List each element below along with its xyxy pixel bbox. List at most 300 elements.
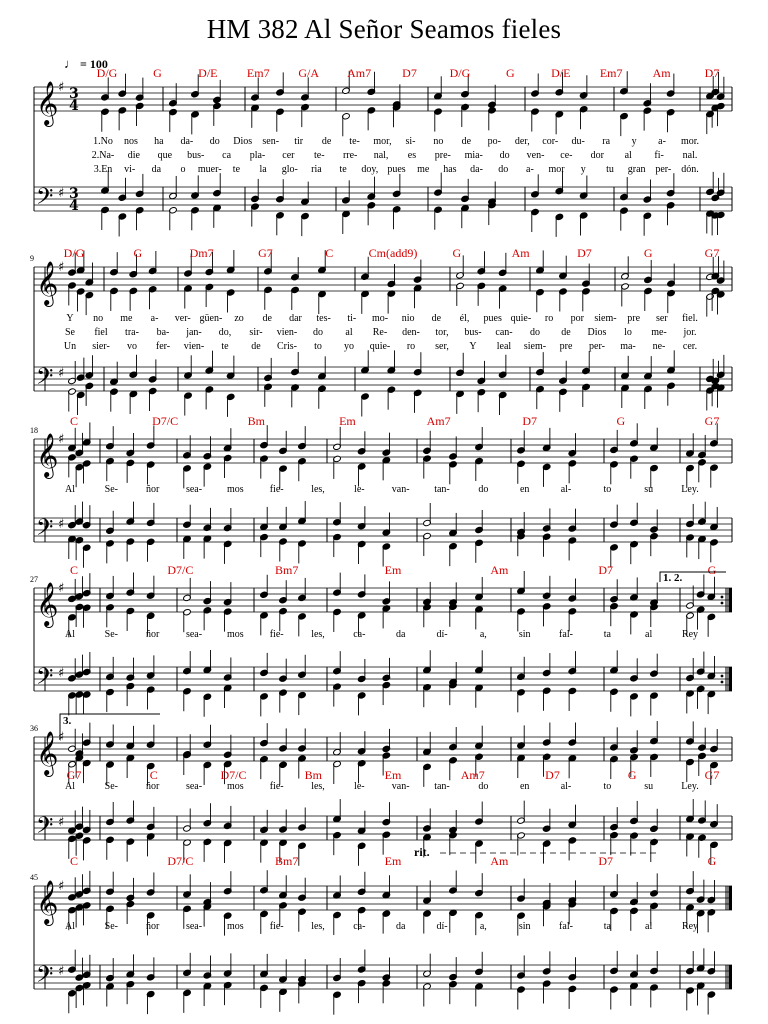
lyric-syllable: pla- [249, 150, 266, 161]
quarter-note-icon: ♩ [64, 56, 77, 71]
volta-label: 3. [63, 715, 72, 727]
lyric-syllable: dor [590, 150, 604, 161]
treble-clef-icon: 𝄞 [36, 731, 59, 775]
chord-symbol: G7 [258, 246, 273, 260]
key-signature-sharp-icon: ♯ [58, 581, 65, 596]
ritardando-marking: rit. [414, 845, 430, 859]
lyric-syllable: Se- [104, 629, 119, 640]
chord-symbol: D7 [598, 563, 614, 577]
chord-symbol: D7 [402, 66, 417, 80]
lyric-syllable: Cris- [277, 341, 297, 352]
lyric-syllable: sea- [185, 484, 203, 495]
lyric-syllable: de [251, 341, 261, 352]
lyric-syllable: a- [526, 164, 534, 175]
lyric-syllable: él, [459, 313, 470, 324]
volta-label: 1. 2. [663, 572, 683, 584]
lyric-syllable: cer [282, 150, 295, 161]
system-4 [30, 563, 732, 717]
lyric-syllable: Dios [233, 136, 253, 147]
lyric-syllable: bus- [187, 150, 205, 161]
chord-symbol: G [505, 66, 515, 80]
chord-symbol: G [707, 563, 717, 577]
chord-symbol: C [325, 246, 334, 260]
lyric-syllable: Se- [104, 921, 119, 932]
lyric-syllable: per- [655, 164, 672, 175]
lyric-syllable: ñor [145, 781, 160, 792]
chord-symbol: D7/C [167, 854, 194, 868]
lyric-syllable: de [561, 327, 571, 338]
lyric-syllable: sin [518, 921, 531, 932]
chord-symbol: Em [384, 563, 402, 577]
repeat-dot [721, 602, 724, 605]
lyric-syllable: cor- [542, 136, 559, 147]
lyric-syllable: do [499, 150, 510, 161]
lyric-syllable: en [519, 484, 530, 495]
lyric-syllable: mor. [680, 136, 700, 147]
lyric-syllable: tra- [125, 327, 139, 338]
key-signature-sharp-icon: ♯ [58, 366, 65, 381]
chord-symbol: D7/C [152, 414, 179, 428]
lyric-syllable: can- [495, 327, 513, 338]
lyric-syllable: muer- [197, 164, 222, 175]
lyric-syllable: ca- [353, 921, 366, 932]
chord-symbol: Em [384, 768, 402, 782]
lyric-syllable: Ley. [681, 484, 699, 495]
lyric-syllable: vien- [276, 327, 298, 338]
lyric-syllable: rre- [342, 150, 358, 161]
lyric-syllable: ven- [526, 150, 545, 161]
lyric-syllable: van- [391, 484, 410, 495]
chord-symbol: C [69, 414, 79, 428]
lyric-syllable: la [259, 164, 267, 175]
lyric-syllable: Ley. [681, 781, 699, 792]
lyric-syllable: do [209, 136, 220, 147]
lyric-syllable: ce- [560, 150, 573, 161]
system-2 [30, 246, 732, 417]
time-signature-numerator: 3 [69, 86, 79, 102]
lyric-syllable: per- [589, 341, 605, 352]
final-bar-line [729, 588, 732, 612]
lyric-syllable: al [645, 629, 653, 640]
final-bar-line [729, 886, 732, 910]
system-3 [30, 414, 732, 568]
lyric-syllable: quie- [510, 313, 532, 324]
lyric-syllable: fie- [269, 629, 284, 640]
lyric-syllable: pre- [434, 150, 451, 161]
lyric-syllable: al- [560, 484, 572, 495]
system-5 [30, 721, 732, 866]
lyric-syllable: ra [602, 136, 611, 147]
tempo-value: = 100 [80, 57, 108, 71]
lyric-syllable: Rey [681, 921, 699, 932]
lyric-syllable: bus- [464, 327, 482, 338]
lyric-syllable: y [580, 164, 586, 175]
treble-clef-icon: 𝄞 [36, 582, 59, 626]
lyric-syllable: do [478, 484, 489, 495]
lyric-syllable: cer. [682, 341, 698, 352]
lyric-syllable: tir [294, 136, 304, 147]
lyric-syllable: ñor [145, 629, 160, 640]
lyric-syllable: to [603, 484, 612, 495]
lyric-syllable: mia- [464, 150, 483, 161]
lyric-syllable: te [221, 341, 229, 352]
chord-symbol: Am7 [460, 768, 485, 782]
lyric-syllable: fal- [559, 629, 573, 640]
chord-symbol: Bm [247, 414, 265, 428]
lyric-syllable: le- [354, 484, 365, 495]
chord-symbol: G [627, 768, 637, 782]
lyric-syllable: mo- [371, 313, 389, 324]
lyric-syllable: doy, [361, 164, 379, 175]
chord-symbol: G [616, 414, 626, 428]
lyric-syllable: fiel [94, 327, 108, 338]
lyric-syllable: y [631, 136, 637, 147]
lyric-syllable: jan- [186, 327, 202, 338]
lyric-syllable: Al [65, 629, 75, 640]
lyric-syllable: Se- [104, 484, 119, 495]
lyric-syllable: to [603, 781, 612, 792]
lyric-syllable: ser [655, 313, 668, 324]
measure-number: 27 [30, 575, 38, 584]
lyric-syllable: dí- [436, 629, 448, 640]
lyric-syllable: ne- [652, 341, 666, 352]
key-signature-sharp-icon: ♯ [58, 879, 65, 894]
lyric-syllable: der, [514, 136, 530, 147]
lyric-syllable: Se [65, 327, 75, 338]
lyric-syllable: Re- [372, 327, 388, 338]
lyric-syllable: pre [627, 313, 641, 324]
lyric-syllable: Rey [681, 629, 699, 640]
chord-symbol: Bm7 [274, 563, 299, 577]
system-6 [30, 854, 732, 1015]
chord-symbol: C [149, 768, 158, 782]
lyric-syllable: sea- [185, 781, 203, 792]
chord-symbol: Em7 [599, 66, 623, 80]
lyric-syllable: fie- [269, 484, 284, 495]
repeat-dot [721, 681, 724, 684]
final-bar-line [729, 667, 732, 691]
lyric-syllable: ria [311, 164, 322, 175]
lyric-syllable: pre [559, 341, 573, 352]
chord-symbol: D/G [449, 66, 471, 80]
lyric-syllable: do [478, 781, 489, 792]
lyric-syllable: ha [154, 136, 164, 147]
bass-clef-icon: 𝄢 [36, 962, 54, 993]
lyric-syllable: ñor [145, 921, 160, 932]
chord-symbol: D7/C [220, 768, 247, 782]
lyric-syllable: 1.No [93, 136, 113, 147]
measure-number: 9 [30, 254, 34, 263]
lyric-syllable: ma- [620, 341, 636, 352]
repeat-dot [721, 596, 724, 599]
lyric-syllable: de [321, 136, 332, 147]
lyric-syllable: leal [496, 341, 512, 352]
key-signature-sharp-icon: ♯ [58, 815, 65, 830]
chord-symbol: D/E [551, 66, 571, 80]
lyric-syllable: te- [313, 150, 325, 161]
lyric-syllable: Un [63, 341, 77, 352]
lyric-syllable: de [431, 313, 442, 324]
lyric-syllable: les, [311, 484, 325, 495]
lyric-syllable: mos [226, 781, 244, 792]
lyric-syllable: te- [349, 136, 360, 147]
lyric-syllable: vien- [183, 341, 205, 352]
lyric-syllable: a, [479, 921, 487, 932]
time-signature-denominator: 4 [69, 98, 79, 114]
chord-symbol: Em [339, 414, 356, 428]
lyric-syllable: van- [391, 781, 410, 792]
lyric-syllable: mos [226, 484, 244, 495]
lyric-syllable: su [644, 781, 654, 792]
key-signature-sharp-icon: ♯ [58, 964, 65, 979]
bass-clef-icon: 𝄢 [36, 515, 54, 546]
lyric-syllable: zo [234, 313, 244, 324]
chord-symbol: G [452, 246, 462, 260]
lyric-syllable: me [120, 313, 133, 324]
lyric-syllable: 2.Na- [91, 150, 115, 161]
bass-clef-icon: 𝄢 [36, 664, 54, 695]
measure-number: 45 [30, 873, 38, 882]
key-signature-sharp-icon: ♯ [58, 80, 65, 95]
chord-symbol: D/G [63, 246, 85, 260]
lyric-syllable: po- [487, 136, 502, 147]
lyric-syllable: fi- [654, 150, 664, 161]
lyric-syllable: lo [624, 327, 632, 338]
lyric-syllable: ver- [174, 313, 191, 324]
lyric-syllable: no [93, 313, 104, 324]
lyric-syllable: o [180, 164, 186, 175]
treble-clef-icon: 𝄞 [36, 81, 59, 125]
lyric-syllable: da [395, 629, 406, 640]
lyric-syllable: Al [65, 921, 75, 932]
lyric-syllable: de [461, 136, 472, 147]
lyric-syllable: ñor [145, 484, 160, 495]
lyric-syllable: mor, [373, 136, 392, 147]
key-signature-sharp-icon: ♯ [58, 666, 65, 681]
lyric-syllable: ro [406, 341, 416, 352]
lyric-syllable: die [127, 150, 141, 161]
lyric-syllable: gran [627, 164, 646, 175]
lyric-syllable: do [498, 164, 509, 175]
chord-symbol: G [153, 66, 162, 80]
lyric-syllable: fiel. [682, 313, 698, 324]
measure-number: 18 [30, 426, 38, 435]
chord-symbol: D7 [598, 854, 614, 868]
lyric-syllable: al [345, 327, 353, 338]
lyric-syllable: le- [354, 781, 365, 792]
lyric-syllable: siem- [523, 341, 547, 352]
time-signature-numerator: 3 [69, 186, 79, 202]
key-signature-sharp-icon: ♯ [58, 730, 65, 745]
chord-symbol: Am [511, 246, 530, 260]
measure-number: 36 [30, 724, 38, 733]
chord-symbol: G7 [704, 246, 720, 260]
lyric-syllable: nio [401, 313, 415, 324]
chord-symbol: Em [384, 854, 402, 868]
lyric-syllable: Al [65, 484, 75, 495]
lyric-syllable: du- [571, 136, 585, 147]
lyric-syllable: dí- [436, 921, 448, 932]
chord-symbol: D7/C [167, 563, 194, 577]
bass-clef-icon: 𝄢 [36, 813, 54, 844]
chord-symbol: G [707, 854, 717, 868]
lyric-syllable: te [339, 164, 347, 175]
lyric-syllable: tan- [434, 781, 450, 792]
chord-symbol: Am7 [347, 66, 372, 80]
lyric-syllable: les, [311, 781, 325, 792]
lyric-syllable: nal. [682, 150, 698, 161]
lyric-syllable: les, [311, 629, 325, 640]
lyric-syllable: ta [603, 921, 611, 932]
chord-symbol: G [643, 246, 653, 260]
chord-symbol: C [69, 854, 79, 868]
chord-symbol: G/A [298, 66, 320, 80]
lyric-syllable: mor [548, 164, 565, 175]
time-signature-denominator: 4 [69, 198, 79, 214]
lyric-syllable: al [624, 150, 632, 161]
lyric-syllable: da- [470, 164, 483, 175]
lyric-syllable: vi- [124, 164, 136, 175]
lyric-syllable: Dios [587, 327, 607, 338]
chord-symbol: Em7 [246, 66, 270, 80]
lyric-syllable: me [417, 164, 430, 175]
chord-symbol: Am7 [426, 414, 451, 428]
lyric-syllable: güen- [199, 313, 223, 324]
bass-clef-icon: 𝄢 [36, 364, 54, 395]
lyric-syllable: ti- [347, 313, 357, 324]
lyric-syllable: les, [311, 921, 325, 932]
lyric-syllable: da [395, 921, 406, 932]
lyric-syllable: sea- [185, 629, 203, 640]
lyric-syllable: sen- [262, 136, 280, 147]
lyric-syllable: tan- [434, 484, 450, 495]
lyric-syllable: Al [65, 781, 75, 792]
lyric-syllable: al [645, 921, 653, 932]
chord-symbol: G [133, 246, 143, 260]
lyric-syllable: 3.En [93, 164, 113, 175]
lyric-syllable: sin [518, 629, 531, 640]
lyric-syllable: fal- [559, 921, 573, 932]
lyric-syllable: sir- [249, 327, 263, 338]
lyric-syllable: Y [469, 341, 477, 352]
lyric-syllable: tu [606, 164, 614, 175]
key-signature-sharp-icon: ♯ [58, 432, 65, 447]
lyric-syllable: su [644, 484, 654, 495]
key-signature-sharp-icon: ♯ [58, 186, 65, 201]
chord-symbol: Am [490, 854, 509, 868]
lyric-syllable: Se- [104, 781, 119, 792]
lyric-syllable: mos [226, 629, 244, 640]
chord-symbol: D/E [198, 66, 218, 80]
lyric-syllable: yo [344, 341, 354, 352]
lyric-syllable: tes- [316, 313, 331, 324]
chord-symbol: D7 [577, 246, 592, 260]
repeat-dot [721, 675, 724, 678]
lyric-syllable: no [433, 136, 444, 147]
lyric-syllable: dón. [681, 164, 699, 175]
lyric-syllable: quie- [369, 341, 391, 352]
lyric-syllable: ca- [353, 629, 366, 640]
lyric-syllable: nos [123, 136, 138, 147]
lyric-syllable: Y [66, 313, 74, 324]
chord-symbol: G7 [704, 414, 720, 428]
lyric-syllable: den- [402, 327, 420, 338]
lyric-syllable: ba- [156, 327, 170, 338]
lyric-syllable: ro [544, 313, 554, 324]
lyric-syllable: a- [150, 313, 159, 324]
chord-symbol: Dm7 [189, 246, 214, 260]
lyric-syllable: pues [387, 164, 406, 175]
lyric-syllable: glo- [281, 164, 298, 175]
chord-symbol: D/G [96, 66, 118, 80]
chord-symbol: C [69, 563, 79, 577]
lyric-syllable: jor. [683, 327, 697, 338]
lyric-syllable: do, [218, 327, 232, 338]
lyric-syllable: de [262, 313, 272, 324]
page-title: HM 382 Al Señor Seamos fieles [206, 14, 562, 44]
bass-clef-icon: 𝄢 [36, 184, 54, 215]
lyric-syllable: si- [405, 136, 416, 147]
treble-clef-icon: 𝄞 [36, 880, 59, 924]
chord-symbol: G7 [704, 768, 720, 782]
treble-clef-icon: 𝄞 [36, 433, 59, 477]
system-1 [34, 66, 732, 237]
lyric-syllable: fie- [269, 781, 284, 792]
key-signature-sharp-icon: ♯ [58, 260, 65, 275]
lyric-syllable: ser, [435, 341, 449, 352]
chord-symbol: Cm(add9) [368, 246, 418, 260]
lyric-syllable: en [519, 781, 530, 792]
lyric-syllable: da [151, 164, 162, 175]
chord-symbol: Am [490, 563, 509, 577]
lyric-syllable: sea- [185, 921, 203, 932]
lyric-syllable: ca [222, 150, 232, 161]
lyric-syllable: dar [289, 313, 302, 324]
lyric-syllable: pues [483, 313, 502, 324]
lyric-syllable: to [314, 341, 322, 352]
lyric-syllable: que [157, 150, 173, 161]
chord-symbol: G7 [66, 768, 82, 782]
lyric-syllable: te [232, 164, 241, 175]
lyric-syllable: fer- [155, 341, 171, 352]
key-signature-sharp-icon: ♯ [58, 517, 65, 532]
lyric-syllable: has [443, 164, 457, 175]
lyric-syllable: do [313, 327, 323, 338]
lyric-syllable: a, [479, 629, 487, 640]
lyric-syllable: a- [658, 136, 666, 147]
chord-symbol: Bm [304, 768, 322, 782]
lyric-syllable: nal, [373, 150, 389, 161]
lyric-syllable: es [407, 150, 417, 161]
chord-symbol: D7 [522, 414, 538, 428]
lyric-syllable: vo [127, 341, 137, 352]
chord-symbol: Bm7 [274, 854, 299, 868]
lyric-syllable: da- [180, 136, 194, 147]
lyric-syllable: fie- [269, 921, 284, 932]
final-bar-line [729, 965, 732, 989]
lyric-syllable: por [570, 313, 584, 324]
lyric-syllable: al- [560, 781, 572, 792]
lyric-syllable: me- [651, 327, 667, 338]
chord-symbol: Am [652, 66, 671, 80]
lyric-syllable: siem- [594, 313, 617, 324]
lyric-syllable: sier- [92, 341, 110, 352]
treble-clef-icon: 𝄞 [36, 261, 59, 305]
lyric-syllable: do [530, 327, 540, 338]
lyric-syllable: mos [226, 921, 244, 932]
lyric-syllable: ta [603, 629, 611, 640]
chord-symbol: D7 [545, 768, 560, 782]
